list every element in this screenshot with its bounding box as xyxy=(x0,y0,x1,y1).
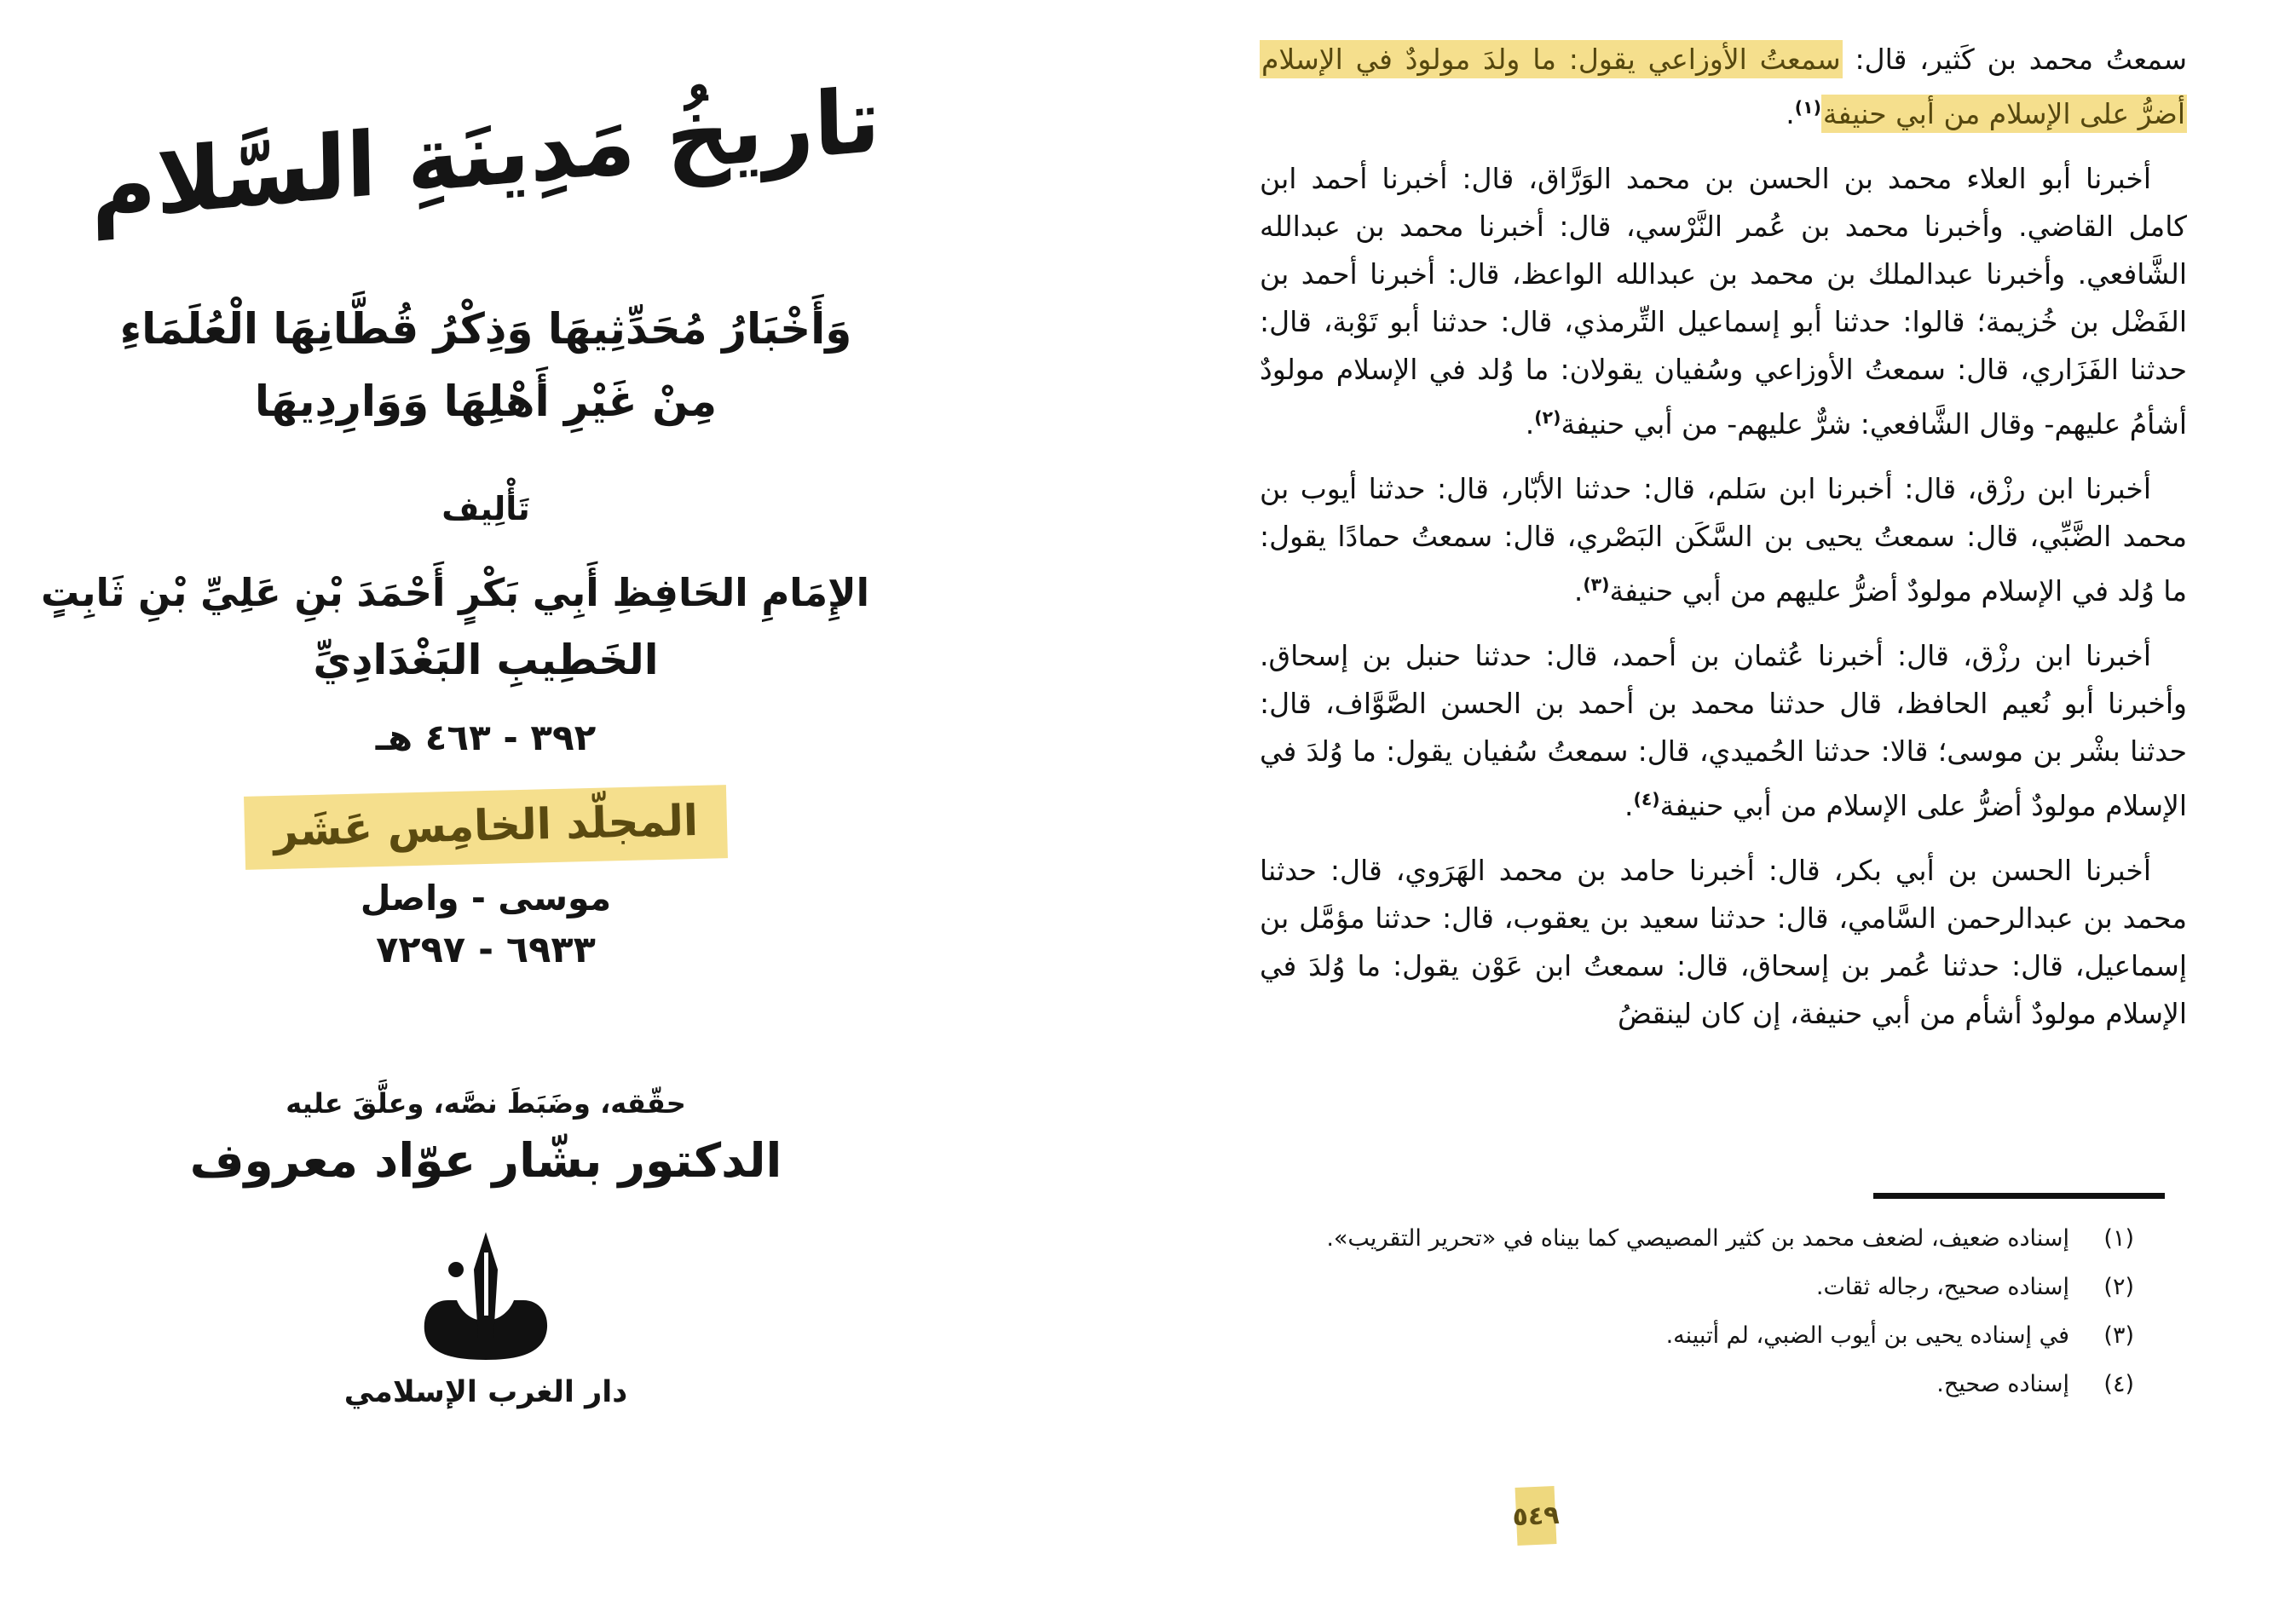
footnote-marker-3: (٣) xyxy=(1583,574,1610,595)
footnote-4 xyxy=(1260,1367,2187,1402)
volume-label-highlighted: المجلّد الخامِس عَشَر xyxy=(244,785,728,870)
paragraph-4-text: أخبرنا ابن رزْق، قال: أخبرنا عُثمان بن أحمد، قال: حدثنا حنبل بن إسحاق. وأخبرنا أبو نُعيم الحافظ، قال حدثنا محمد بن أحمد بن الحسن الصَّوَّاف، قال: حدثنا بشْر بن موسى؛ قالا: حدثنا الحُميدي، قال: سمعتُ سُفيان يقول: ما وُلدَ في الإسلام مولودٌ أضرُّ على الإسلام من أبي حنيفة xyxy=(1260,639,2187,822)
footnote-3-number: (٣) xyxy=(2103,1322,2134,1349)
footnote-marker-1: (١) xyxy=(1794,97,1821,118)
entry-number-range: ٦٩٣٣ - ٧٢٩٧ xyxy=(376,929,596,971)
footnote-2 xyxy=(1260,1270,2187,1305)
footnote-3 xyxy=(1260,1318,2187,1354)
highlighted-quote: سمعتُ الأوزاعي يقول: ما ولدَ مولودٌ في الإسلام أضرُّ على الإسلام من أبي حنيفة xyxy=(1260,40,2187,133)
page-number: ٥٤٩ xyxy=(1511,1500,1561,1532)
byline-label: تَأْلِيف xyxy=(441,490,530,527)
footnotes-block xyxy=(1260,1193,2187,1414)
paragraph-3 xyxy=(1260,465,2187,615)
paragraph-5-text: أخبرنا الحسن بن أبي بكر، قال: أخبرنا حامد بن محمد الهَرَوي، قال: حدثنا محمد بن عبدالرحمن السَّامي، قال: حدثنا سعيد بن يعقوب، قال: حدثنا مؤمَّل بن إسماعيل، قال: حدثنا عُمر بن إسحاق، قال: سمعتُ ابن عَوْن يقول: ما وُلدَ في الإسلام مولودٌ أشأم من أبي حنيفة، إن كان لينقضُ xyxy=(1260,854,2187,1030)
footnote-1-number: (١) xyxy=(2103,1225,2134,1252)
paragraph-1-pre: سمعتُ محمد بن كَثير، قال: xyxy=(1842,43,2187,76)
editor-name: الدكتور بشّار عوّاد معروف xyxy=(189,1133,782,1188)
paragraph-2 xyxy=(1260,155,2187,448)
author-name-line: الإِمَامِ الحَافِظِ أَبِي بَكْرٍ أَحْمَدَ بْنِ عَلِيِّ بْنِ ثَابِتٍ xyxy=(41,570,869,615)
volume-alpha-range: موسى - واصل xyxy=(360,878,612,919)
footnote-3-text: في إسناده يحيى بن أيوب الضبي، لم أتبينه. xyxy=(1665,1322,2069,1349)
editor-intro-line: حقّقه، وضَبَطَ نصَّه، وعلَّقَ عليه xyxy=(286,1087,686,1120)
publisher-name: دار الغرب الإسلامي xyxy=(343,1375,628,1409)
paragraph-4-tail: . xyxy=(1624,789,1634,822)
page-number-badge xyxy=(1511,1486,1561,1546)
paragraph-3-tail: . xyxy=(1573,574,1584,608)
paragraph-1 xyxy=(1260,36,2187,138)
author-dates: ٣٩٢ - ٤٦٣ هـ xyxy=(375,717,597,758)
footnote-4-text: إسناده صحيح. xyxy=(1936,1370,2069,1397)
paragraph-5 xyxy=(1260,847,2187,1038)
book-title-calligraphy: تاريخُ مَدِينَةِ السَّلام xyxy=(90,67,881,241)
footnote-1 xyxy=(1260,1221,2187,1257)
publisher-logo xyxy=(102,1227,869,1409)
footnote-4-number: (٤) xyxy=(2103,1370,2134,1397)
footnote-1-text: إسناده ضعيف، لضعف محمد بن كثير المصيصي كما بيناه في «تحرير التقريب». xyxy=(1326,1225,2069,1252)
author-epithet-line: الخَطِيبِ البَغْدَادِيِّ xyxy=(313,636,659,684)
paragraph-3-text: أخبرنا ابن رزْق، قال: أخبرنا ابن سَلم، قال: حدثنا الأبّار، قال: حدثنا أيوب بن محمد الضَّبِّي، قال: سمعتُ يحيى بن السَّكَن البَصْري، قال: سمعتُ حمادًا يقول: ما وُلد في الإسلام مولودٌ أضرُّ عليهم من أبي حنيفة xyxy=(1260,472,2187,608)
footnote-marker-2: (٢) xyxy=(1534,407,1561,428)
publisher-emblem-icon xyxy=(411,1227,561,1368)
footnote-separator xyxy=(1873,1193,2165,1199)
text-page-body xyxy=(1260,36,2187,1055)
book-subtitle-line1: وَأَخْبَارُ مُحَدِّثِيهَا وَذِكْرُ قُطَّانِهَا الْعُلَمَاءِ xyxy=(119,304,852,354)
title-page xyxy=(41,31,881,1409)
paragraph-2-text: أخبرنا أبو العلاء محمد بن الحسن بن محمد الوَرَّاق، قال: أخبرنا أحمد ابن كامل القاضي. وأخبرنا محمد بن عُمر النَّرْسي، قال: أخبرنا محمد بن عبدالله الشَّافعي. وأخبرنا عبدالملك بن محمد بن عبدالله الواعظ، قال: أخبرنا أحمد بن الفَضْل بن خُزيمة؛ قالوا: حدثنا أبو إسماعيل التِّرمذي، قال: حدثنا أبو تَوْبة، قال: حدثنا الفَزَاري، قال: سمعتُ الأوزاعي وسُفيان يقولان: ما وُلد في الإسلام مولودٌ أشأمُ عليهم- وقال الشَّافعي: شرٌّ عليهم- من أبي حنيفة xyxy=(1260,162,2187,441)
paragraph-1-tail: . xyxy=(1786,97,1795,130)
footnote-marker-4: (٤) xyxy=(1633,789,1660,809)
paragraph-4 xyxy=(1260,632,2187,830)
book-subtitle-line2: مِنْ غَيْرِ أَهْلِهَا وَوَارِدِيهَا xyxy=(254,376,718,426)
footnote-2-number: (٢) xyxy=(2103,1273,2134,1300)
paragraph-2-tail: . xyxy=(1525,407,1535,441)
volume-line xyxy=(102,791,869,864)
footnote-2-text: إسناده صحيح، رجاله ثقات. xyxy=(1815,1273,2069,1300)
